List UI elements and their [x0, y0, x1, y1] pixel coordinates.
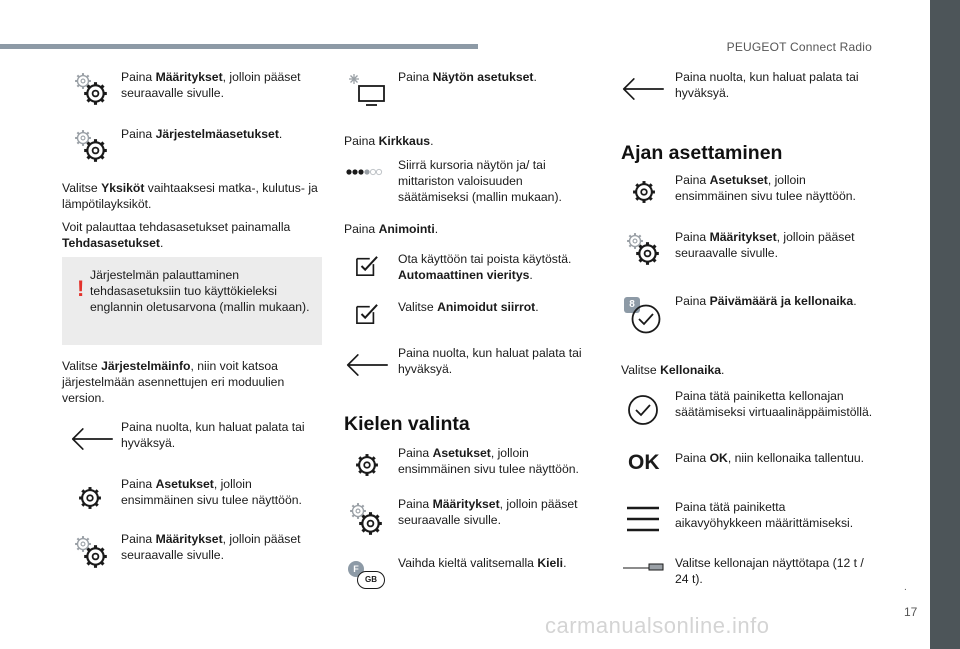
gears-icon — [72, 533, 110, 571]
text-auto-scroll: Ota käyttöön tai poista käytöstä. Automaattinen vieritys. — [398, 252, 572, 282]
gears-icon — [624, 230, 662, 268]
back-arrow-icon — [345, 351, 389, 379]
settings-icon — [630, 178, 658, 206]
display-brightness-icon — [346, 72, 386, 108]
text-time-format: Valitse kellonajan näyttötapa (12 t / 24 t). — [675, 556, 864, 586]
text-settings-1: Paina Asetukset, jolloin ensimmäinen sivu tulee näyttöön. — [121, 477, 302, 507]
gears-icon — [347, 500, 385, 538]
text-ok: Paina OK, niin kellonaika tallentuu. — [675, 451, 865, 465]
paragraph-system-info: Valitse Järjestelmäinfo, niin voit katsoa järjestelmään asennettujen eri moduulien version. — [62, 359, 285, 405]
menu-icon — [626, 505, 660, 533]
back-arrow-icon — [621, 75, 665, 103]
gears-icon — [72, 70, 110, 108]
text-mar-2: Paina Määritykset, jolloin pääset seuraavalle sivulle. — [121, 532, 301, 562]
checkbox-icon — [355, 255, 379, 277]
text-mar-1: Paina Määritykset, jolloin pääset seuraavalle sivulle. — [121, 70, 301, 100]
text-time-zone: Paina tätä painiketta aikavyöhykkeen määrittämiseksi. — [675, 500, 854, 530]
paragraph-brightness: Paina Kirkkaus. — [344, 134, 434, 148]
brightness-slider-icon — [346, 167, 386, 177]
warning-text: Järjestelmän palauttaminen tehdasasetuksiin tuo käyttökieleksi englannin oletusarvona (mallin mukaan). — [90, 268, 310, 314]
heading-language: Kielen valinta — [344, 413, 470, 435]
clock-icon — [630, 303, 662, 335]
text-mar-4: Paina Määritykset, jolloin pääset seuraavalle sivulle. — [675, 230, 855, 260]
clock-badge: 8 — [624, 297, 640, 313]
gears-icon — [72, 127, 110, 165]
checkbox-icon — [355, 303, 379, 325]
watermark: carmanualsonline.info — [545, 613, 770, 638]
language-flag-gb: GB — [357, 571, 385, 589]
text-brightness-slider: Siirrä kursoria näytön ja/ tai mittariston valoisuuden säätämiseksi (mallin mukaan). — [398, 158, 562, 204]
text-animated-transitions: Valitse Animoidut siirrot. — [398, 300, 539, 314]
text-settings-2: Paina Asetukset, jolloin ensimmäinen sivu tulee näyttöön. — [398, 446, 579, 476]
text-settings-3: Paina Asetukset, jolloin ensimmäinen sivu tulee näyttöön. — [675, 173, 856, 203]
warning-icon: ! — [77, 276, 85, 301]
text-back-3: Paina nuolta, kun haluat palata tai hyväksyä. — [675, 70, 859, 100]
text-display-settings: Paina Näytön asetukset. — [398, 70, 537, 84]
heading-time: Ajan asettaminen — [621, 142, 783, 164]
paragraph-units: Valitse Yksiköt vaihtaaksesi matka-, kulutus- ja lämpötilayksiköt. — [62, 181, 318, 211]
clock-date-icon — [624, 297, 664, 337]
text-system-settings: Paina Järjestelmäasetukset. — [121, 127, 283, 141]
toggle-icon — [622, 562, 664, 572]
paragraph-animation: Paina Animointi. — [344, 222, 439, 236]
settings-icon — [353, 451, 381, 479]
back-arrow-icon — [70, 425, 114, 453]
settings-icon — [76, 484, 104, 512]
ok-icon: OK — [628, 451, 660, 474]
text-back-2: Paina nuolta, kun haluat palata tai hyväksyä. — [398, 346, 582, 376]
text-date-time: Paina Päivämäärä ja kellonaika. — [675, 294, 857, 308]
warning-note — [62, 257, 322, 345]
text-time-keyboard: Paina tätä painiketta kellonajan säätämiseksi virtuaalinäppäimistöllä. — [675, 389, 873, 419]
language-flag-icon — [348, 561, 388, 591]
clock-icon — [627, 394, 659, 426]
paragraph-time: Valitse Kellonaika. — [621, 363, 725, 377]
page-marker: . — [904, 582, 907, 593]
top-rule — [0, 44, 478, 49]
paragraph-factory-reset: Voit palauttaa tehdasasetukset painamalla Tehdasasetukset. — [62, 220, 291, 250]
text-mar-3: Paina Määritykset, jolloin pääset seuraavalle sivulle. — [398, 497, 578, 527]
text-back-1: Paina nuolta, kun haluat palata tai hyväksyä. — [121, 420, 305, 450]
page-number: 17 — [904, 605, 918, 619]
language-flag-f: F — [348, 561, 364, 577]
header-title: PEUGEOT Connect Radio — [726, 40, 872, 54]
side-bar — [930, 0, 960, 649]
text-language: Vaihda kieltä valitsemalla Kieli. — [398, 556, 567, 570]
